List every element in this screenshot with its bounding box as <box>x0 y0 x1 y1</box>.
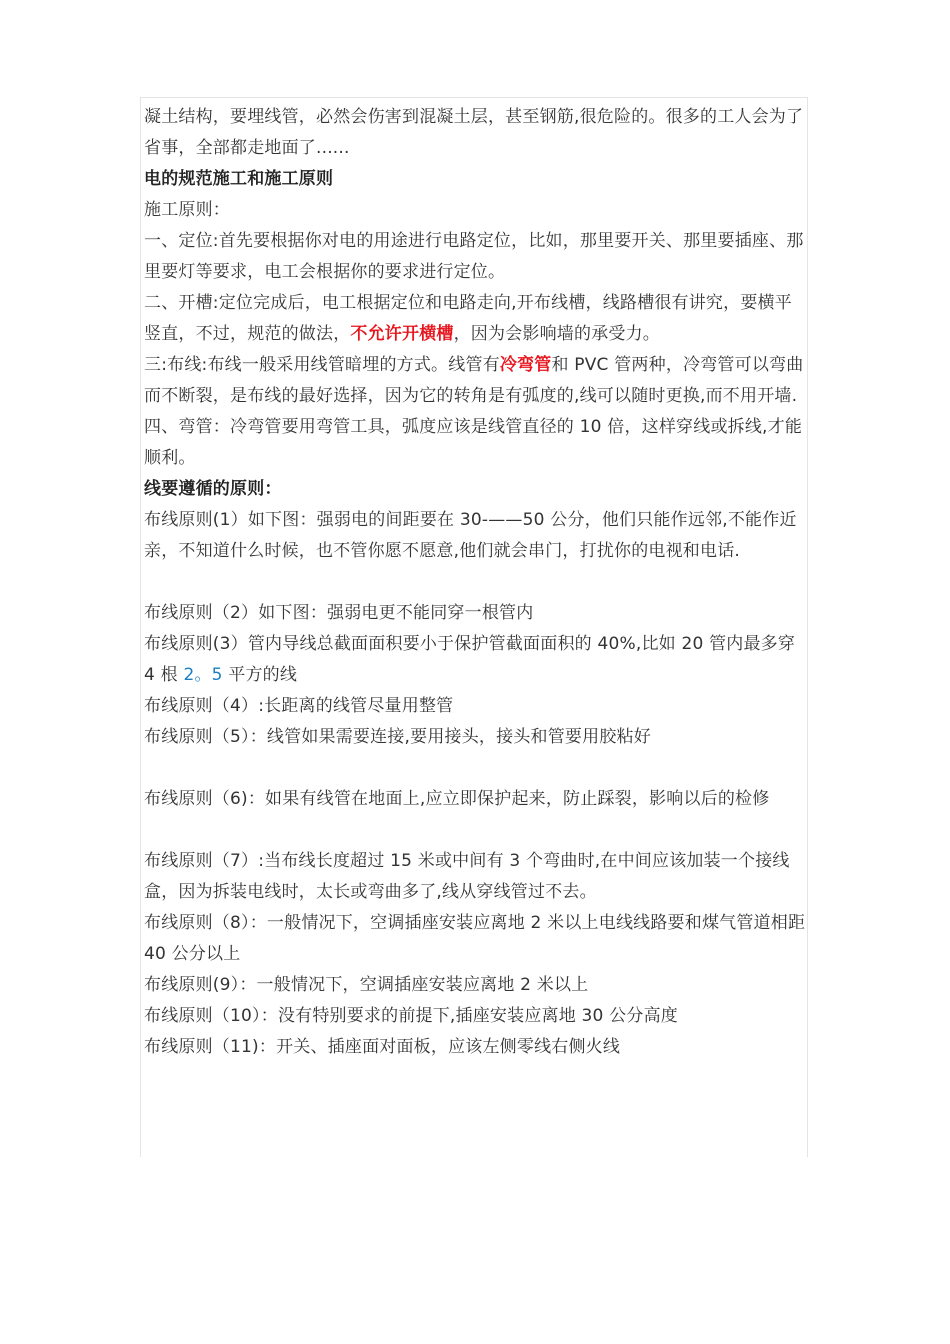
wiring-text: 三:布线:布线一般采用线管暗埋的方式。线管有 <box>144 355 500 375</box>
paragraph-grooving <box>144 288 808 350</box>
rule-3-text-end: 平方的线 <box>222 665 298 685</box>
grooving-text: 二、开槽:定位完成后，电工根据定位和电路走向,开布线槽，线路槽很有讲究，要横平竖直，不过，规范的做法， <box>144 293 792 344</box>
grooving-text-end: ，因为会影响墙的承受力。 <box>453 324 661 344</box>
rule-8: 布线原则（8）：一般情况下，空调插座安装应离地 2 米以上电线线路要和煤气管道相距 40 公分以上 <box>144 913 806 964</box>
rule-2: 布线原则（2）如下图：强弱电更不能同穿一根管内 <box>144 603 534 623</box>
rule-10: 布线原则（10）：没有特别要求的前提下,插座安装应离地 30 公分高度 <box>144 1006 678 1026</box>
paragraph-principles-label: 施工原则： <box>144 200 230 220</box>
paragraph-intro: 凝土结构，要埋线管，必然会伤害到混凝土层，甚至钢筋,很危险的。很多的工人会为了省事，全部都走地面了...... <box>144 107 804 158</box>
emphasis-cold-bend-pipe: 冷弯管 <box>499 355 552 375</box>
article-body <box>144 102 808 1063</box>
spacer <box>144 815 808 846</box>
paragraph-bending: 四、弯管：冷弯管要用弯管工具，弧度应该是线管直径的 10 倍，这样穿线或拆线,才能顺利。 <box>144 417 803 468</box>
rule-3-link[interactable]: 2。5 <box>183 665 223 685</box>
rule-1: 布线原则(1）如下图：强弱电的间距要在 30-——50 公分，他们只能作远邻,不能作近亲，不知道什么时候，也不管你愿不愿意,他们就会串门，打扰你的电视和电话. <box>144 510 797 561</box>
rule-3-text: 布线原则(3）管内导线总截面面积要小于保护管截面面积的 40%,比如 20 管内最多穿 4 根 <box>144 634 796 685</box>
rule-3 <box>144 629 808 691</box>
heading-construction: 电的规范施工和施工原则 <box>144 169 334 189</box>
rule-7: 布线原则（7）:当布线长度超过 15 米或中间有 3 个弯曲时,在中间应该加装一个接线盒，因为拆装电线时，太长或弯曲多了,线从穿线管过不去。 <box>144 851 790 902</box>
rule-4: 布线原则（4）:长距离的线管尽量用整管 <box>144 696 454 716</box>
rule-9: 布线原则(9）：一般情况下，空调插座安装应离地 2 米以上 <box>144 975 589 995</box>
spacer <box>144 567 808 598</box>
paragraph-wiring <box>144 350 808 412</box>
heading-wiring-rules: 线要遵循的原则： <box>144 479 282 499</box>
rule-6: 布线原则（6)：如果有线管在地面上,应立即保护起来，防止踩裂，影响以后的检修 <box>144 789 770 809</box>
rule-11: 布线原则（11)：开关、插座面对面板，应该左侧零线右侧火线 <box>144 1037 621 1057</box>
spacer <box>144 753 808 784</box>
rule-5: 布线原则（5）：线管如果需要连接,要用接头，接头和管要用胶粘好 <box>144 727 651 747</box>
paragraph-positioning: 一、定位:首先要根据你对电的用途进行电路定位，比如，那里要开关、那里要插座、那里要灯等要求，电工会根据你的要求进行定位。 <box>144 231 804 282</box>
wiring-text-end: 和 PVC 管两种，冷弯管可以弯曲而不断裂，是布线的最好选择，因为它的转角是有弧度的,线可以随时更换,而不用开墙. <box>144 355 804 406</box>
emphasis-no-horizontal: 不允许开横槽 <box>350 324 454 344</box>
